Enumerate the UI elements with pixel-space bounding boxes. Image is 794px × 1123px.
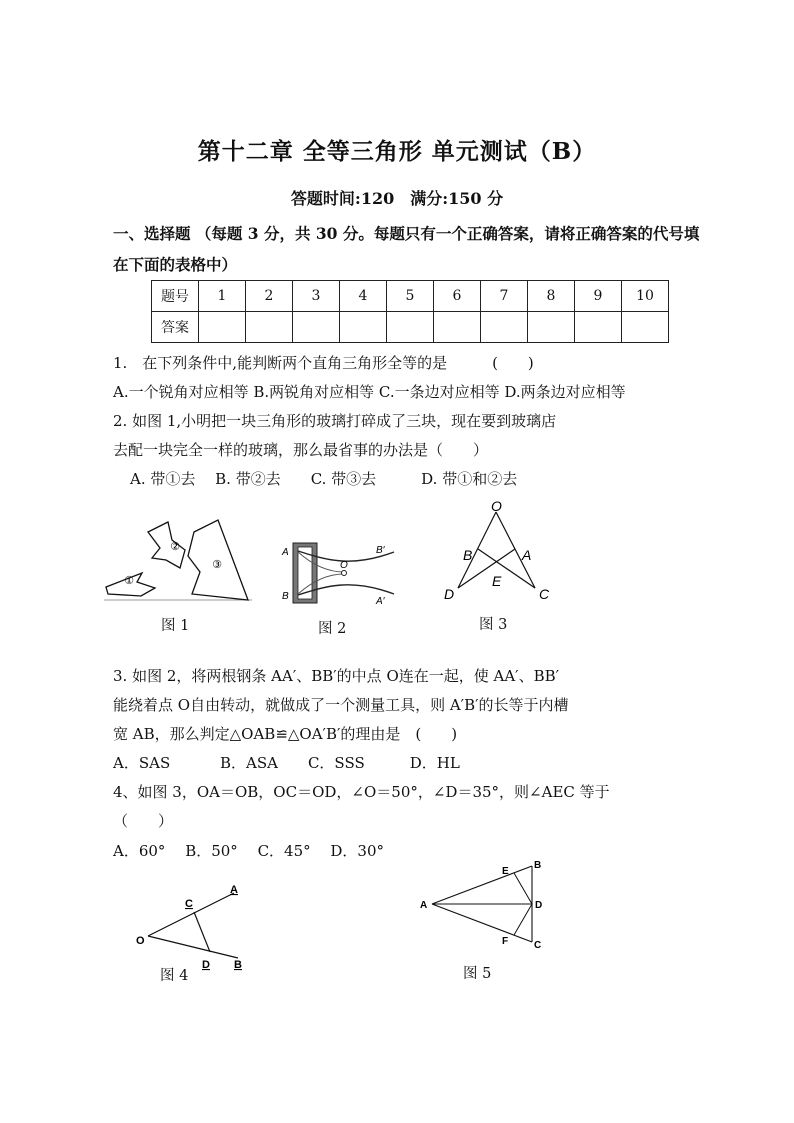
exam-info: 答题时间:120 满分:150 分: [290, 189, 504, 208]
number-cell: 8: [528, 281, 575, 312]
number-cell: 10: [622, 281, 669, 312]
question-4-options: A．60° B．50° C．45° D．30°: [113, 842, 385, 860]
point-B: B: [282, 591, 289, 602]
question-4-line1: 4、如图 3，OA＝OB，OC＝OD，∠O＝50°，∠D＝35°，则∠AEC 等于: [113, 783, 610, 801]
question-3-line3: 宽 AB，那么判定△OAB≌△OA′B′的理由是 ( ): [113, 725, 458, 743]
figure-1: [100, 510, 260, 610]
point-B: B: [534, 860, 542, 871]
number-cell: 7: [481, 281, 528, 312]
row-label-answer: 答案: [152, 312, 199, 343]
question-3-line1: 3. 如图 2，将两根钢条 AA′、BB′的中点 O连在一起，使 AA′、BB′: [113, 667, 560, 685]
point-A: A: [522, 547, 532, 563]
question-4-line2: （ ）: [113, 812, 174, 830]
point-O: O: [136, 935, 145, 947]
figure-5-caption: 图 5: [463, 966, 492, 982]
question-2-line1: 2. 如图 1,小明把一块三角形的玻璃打碎成了三块，现在要到玻璃店: [113, 412, 557, 430]
answer-cell[interactable]: [528, 312, 575, 343]
figure-5: [412, 856, 562, 956]
figure-3: [438, 498, 558, 606]
figure-1-caption: 图 1: [161, 618, 190, 634]
mark-2: ②: [170, 541, 180, 553]
answer-cell[interactable]: [622, 312, 669, 343]
point-B: B: [463, 547, 473, 563]
answer-cell[interactable]: [246, 312, 293, 343]
figure-4-caption: 图 4: [160, 968, 189, 984]
answer-cell[interactable]: [340, 312, 387, 343]
section-heading-line1: 一、选择题 （每题 3 分，共 30 分。每题只有一个正确答案，请将正确答案的代号填: [113, 224, 700, 243]
page-title: 第十二章 全等三角形 单元测试（B）: [197, 138, 597, 165]
question-2-line2: 去配一块完全一样的玻璃，那么最省事的办法是（ ）: [113, 441, 489, 459]
point-O: O: [491, 498, 502, 514]
point-A: A: [420, 900, 428, 911]
mark-3: ③: [212, 559, 222, 571]
question-3-options: A．SAS B．ASA C．SSS D．HL: [113, 754, 460, 772]
point-D: D: [202, 959, 210, 971]
answer-cell[interactable]: [293, 312, 340, 343]
point-A: A: [230, 884, 238, 896]
figure-4: [130, 878, 260, 974]
table-row: [152, 312, 669, 343]
question-1-stem: 1. 在下列条件中,能判断两个直角三角形全等的是 ( ): [113, 354, 534, 372]
question-1-options: A.一个锐角对应相等 B.两锐角对应相等 C.一条边对应相等 D.两条边对应相等: [113, 383, 626, 401]
point-D: D: [444, 586, 455, 602]
answer-cell[interactable]: [575, 312, 622, 343]
figure-3-caption: 图 3: [479, 617, 508, 633]
point-C: C: [534, 940, 542, 951]
section-heading-line2: 在下面的表格中）: [113, 255, 238, 274]
point-B: B: [234, 959, 242, 971]
number-cell: 3: [293, 281, 340, 312]
mark-1: ①: [124, 575, 134, 587]
question-3-line2: 能绕着点 O自由转动，就做成了一个测量工具，则 A′B′的长等于内槽: [113, 696, 569, 714]
point-F: F: [502, 936, 509, 947]
answer-cell[interactable]: [199, 312, 246, 343]
question-2-options: A. 带①去 B. 带②去 C. 带③去 D. 带①和②去: [130, 470, 518, 488]
point-B-prime: B′: [376, 545, 385, 556]
point-A: A: [282, 547, 289, 558]
point-C: C: [539, 586, 550, 602]
point-E: E: [492, 573, 502, 589]
number-cell: 2: [246, 281, 293, 312]
number-cell: 5: [387, 281, 434, 312]
point-D: D: [535, 900, 543, 911]
point-E: E: [502, 866, 509, 877]
figure-2-caption: 图 2: [318, 621, 347, 637]
figure-2: [276, 538, 406, 610]
number-cell: 9: [575, 281, 622, 312]
point-O: O: [340, 560, 348, 571]
number-cell: 1: [199, 281, 246, 312]
number-cell: 6: [434, 281, 481, 312]
answer-table: [151, 280, 669, 343]
answer-cell[interactable]: [434, 312, 481, 343]
table-row: [152, 281, 669, 312]
point-A-prime: A′: [376, 596, 385, 607]
answer-cell[interactable]: [481, 312, 528, 343]
point-C: C: [185, 898, 193, 910]
answer-cell[interactable]: [387, 312, 434, 343]
row-label-number: 题号: [152, 281, 199, 312]
number-cell: 4: [340, 281, 387, 312]
